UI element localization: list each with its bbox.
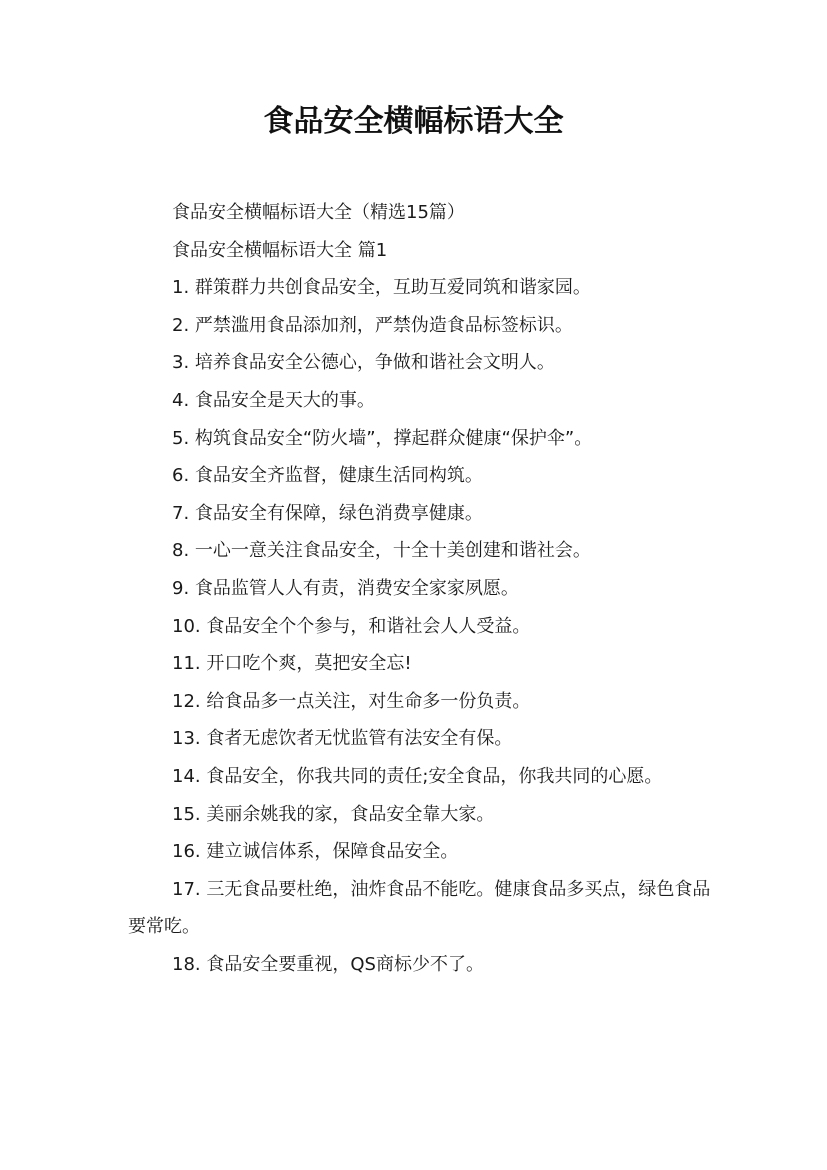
slogan-item: 2. 严禁滥用食品添加剂，严禁伪造食品标签标识。 <box>172 314 573 336</box>
slogan-item: 13. 食者无虑饮者无忧监管有法安全有保。 <box>172 728 513 750</box>
document-body <box>128 194 718 983</box>
slogan-item: 10. 食品安全个个参与，和谐社会人人受益。 <box>172 615 531 637</box>
document-title: 食品安全横幅标语大全 <box>263 104 564 139</box>
slogan-item: 6. 食品安全齐监督，健康生活同构筑。 <box>172 465 483 487</box>
slogan-item: 14. 食品安全，你我共同的责任;安全食品，你我共同的心愿。 <box>172 765 663 787</box>
slogan-item: 4. 食品安全是天大的事。 <box>172 389 375 411</box>
slogan-item: 7. 食品安全有保障，绿色消费享健康。 <box>172 502 483 524</box>
paragraph-section-heading: 食品安全横幅标语大全 篇1 <box>172 239 388 261</box>
slogan-item: 12. 给食品多一点关注，对生命多一份负责。 <box>172 690 531 712</box>
slogan-item: 9. 食品监管人人有责，消费安全家家夙愿。 <box>172 577 519 599</box>
slogan-item: 3. 培养食品安全公德心，争做和谐社会文明人。 <box>172 352 555 374</box>
slogan-item: 18. 食品安全要重视，QS商标少不了。 <box>172 953 484 975</box>
paragraph-intro: 食品安全横幅标语大全（精选15篇） <box>172 202 465 223</box>
slogan-item: 1. 群策群力共创食品安全，互助互爱同筑和谐家园。 <box>172 277 591 299</box>
slogan-item: 15. 美丽余姚我的家，食品安全靠大家。 <box>172 803 495 825</box>
slogan-item: 5. 构筑食品安全“防火墙”，撑起群众健康“保护伞”。 <box>172 427 593 449</box>
slogan-item: 8. 一心一意关注食品安全，十全十美创建和谐社会。 <box>172 540 591 562</box>
slogan-item: 11. 开口吃个爽，莫把安全忘! <box>172 653 412 675</box>
slogan-item: 17. 三无食品要杜绝，油炸食品不能吃。健康食品多买点，绿色食品要常吃。 <box>128 878 711 938</box>
slogan-item: 16. 建立诚信体系，保障食品安全。 <box>172 841 459 863</box>
